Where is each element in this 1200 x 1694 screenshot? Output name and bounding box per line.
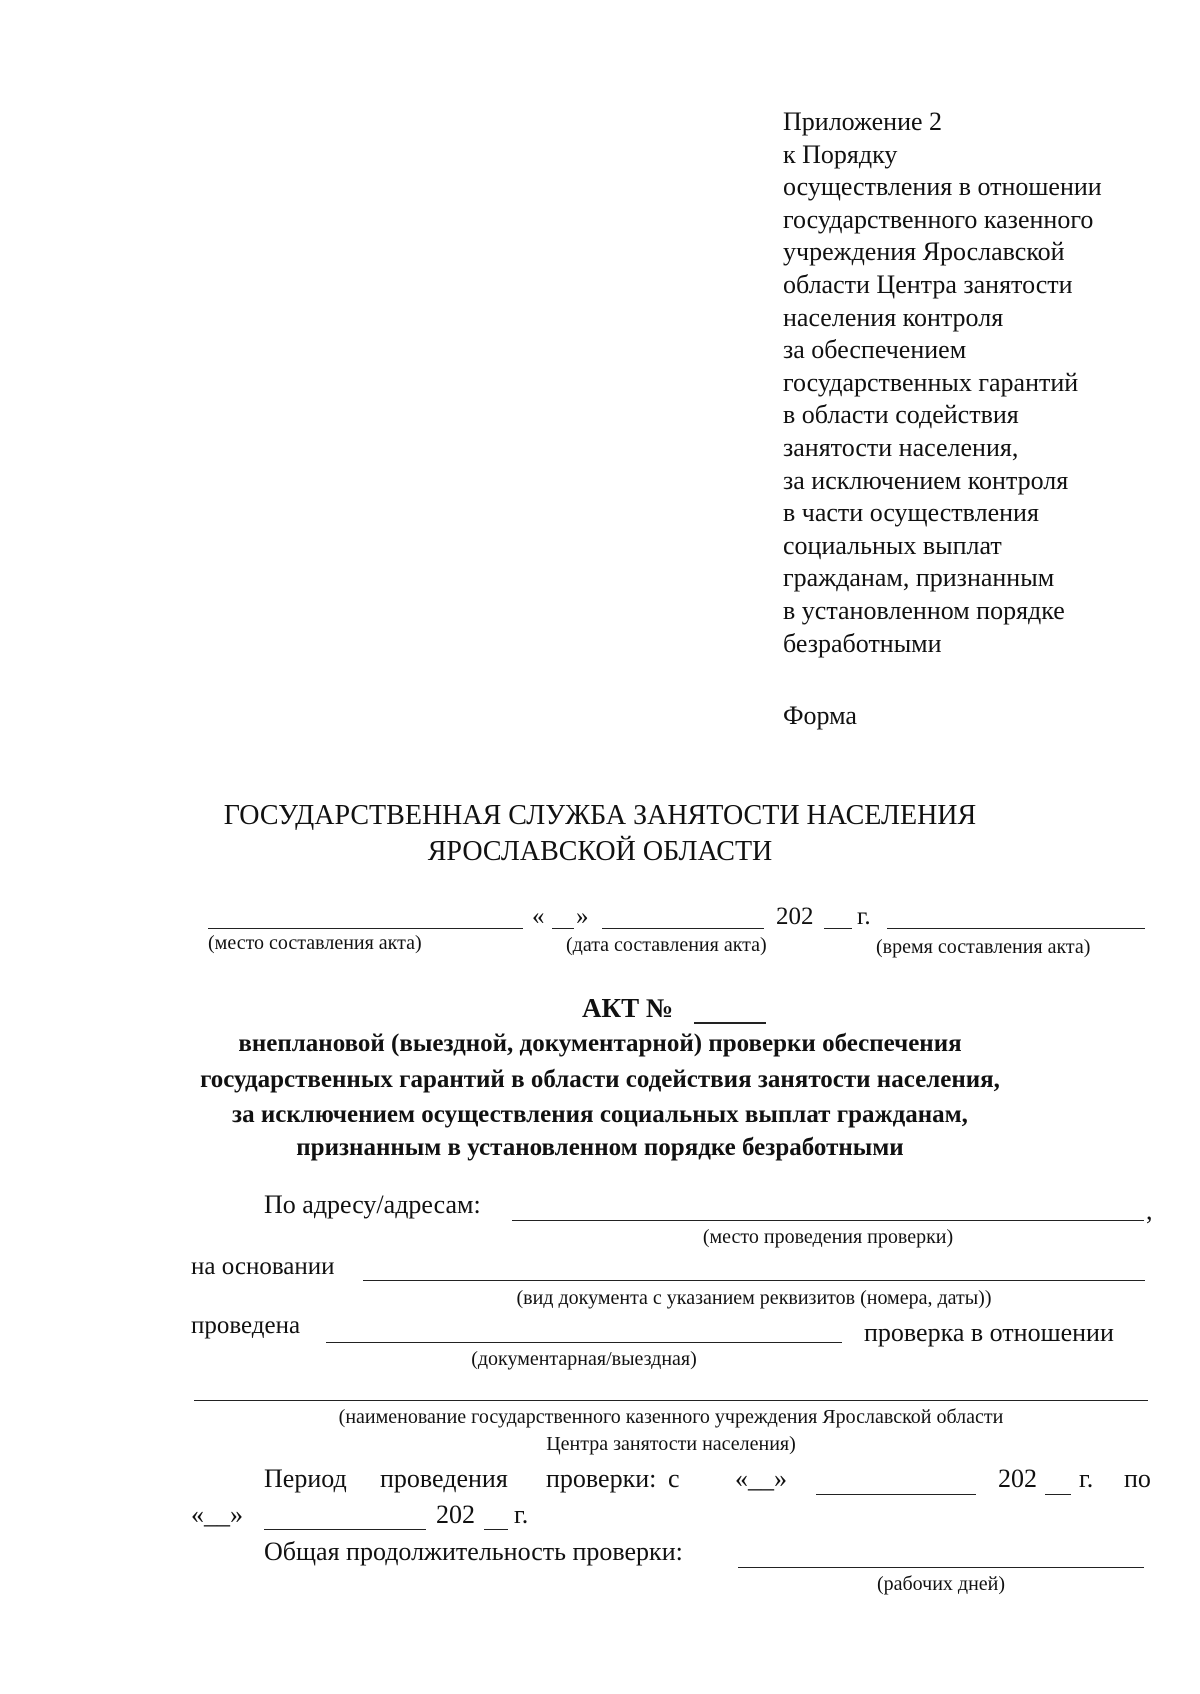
duration-caption: (рабочих дней) — [876, 1573, 1006, 1595]
basis-caption: (вид документа с указанием реквизитов (номера, даты)) — [516, 1287, 992, 1309]
period-word-2: проведения — [380, 1464, 508, 1493]
form-label: Форма — [783, 701, 857, 730]
act-number-line[interactable] — [694, 1022, 766, 1024]
date-quote-close: » — [576, 903, 589, 930]
appendix-line: за исключением контроля — [783, 465, 1069, 495]
period-start-year: 202 — [998, 1464, 1037, 1493]
appendix-line: за обеспечением — [783, 335, 967, 365]
appendix-line: государственного казенного — [783, 204, 1094, 234]
period-word-3: проверки: — [546, 1464, 657, 1493]
day-line[interactable] — [552, 928, 574, 929]
period-end-year: 202 — [436, 1500, 475, 1529]
address-comma: , — [1146, 1196, 1153, 1225]
agency-title-line1: ГОСУДАРСТВЕННАЯ СЛУЖБА ЗАНЯТОСТИ НАСЕЛЕНИЯ — [223, 800, 977, 831]
period-start-quote: «__» — [735, 1464, 787, 1493]
appendix-line: занятости населения, — [783, 432, 1019, 462]
year-suffix: г. — [857, 903, 871, 930]
month-line[interactable] — [602, 928, 764, 929]
period-end-month-line[interactable] — [264, 1529, 426, 1530]
conducted-type-line[interactable] — [326, 1342, 842, 1343]
act-subtitle-line4: признанным в установленном порядке безработными — [296, 1134, 904, 1161]
organization-caption-line1: (наименование государственного казенного учреждения Ярославской области — [338, 1406, 1004, 1428]
act-number-label: АКТ № — [582, 993, 673, 1023]
period-start-year-line[interactable] — [1045, 1494, 1071, 1495]
act-subtitle-line2: государственных гарантий в области содействия занятости населения, — [200, 1066, 1000, 1093]
basis-line[interactable] — [363, 1280, 1145, 1281]
agency-title-line2: ЯРОСЛАВСКОЙ ОБЛАСТИ — [427, 836, 773, 867]
address-caption: (место проведения проверки) — [702, 1226, 954, 1248]
address-line[interactable] — [512, 1220, 1144, 1221]
appendix-line: государственных гарантий — [783, 367, 1079, 397]
act-subtitle-line3: за исключением осуществления социальных выплат гражданам, — [232, 1101, 968, 1128]
appendix-line: социальных выплат — [783, 530, 1002, 560]
place-line[interactable] — [208, 928, 523, 929]
time-line[interactable] — [887, 928, 1145, 929]
period-start-g: г. — [1079, 1464, 1094, 1493]
address-label: По адресу/адресам: — [264, 1190, 481, 1219]
duration-line[interactable] — [738, 1567, 1144, 1568]
period-end-year-line[interactable] — [484, 1529, 508, 1530]
appendix-line: гражданам, признанным — [783, 563, 1055, 593]
appendix-line: осуществления в отношении — [783, 172, 1102, 202]
appendix-line: в области содействия — [783, 400, 1019, 430]
act-subtitle-line1: внеплановой (выездной, документарной) проверки обеспечения — [238, 1030, 962, 1057]
period-to: по — [1124, 1464, 1151, 1493]
conducted-label: проведена — [191, 1312, 301, 1339]
appendix-line: безработными — [783, 628, 942, 658]
period-end-g: г. — [514, 1500, 529, 1529]
place-caption: (место составления акта) — [208, 932, 422, 954]
period-word-1: Период — [264, 1464, 347, 1493]
conducted-suffix: проверка в отношении — [864, 1318, 1114, 1347]
period-word-4: с — [668, 1464, 680, 1493]
appendix-line: учреждения Ярославской — [783, 237, 1065, 267]
date-caption: (дата составления акта) — [566, 934, 767, 956]
year-line[interactable] — [824, 928, 852, 929]
appendix-line: в части осуществления — [783, 498, 1039, 528]
conducted-caption: (документарная/выездная) — [471, 1348, 697, 1370]
appendix-line: к Порядку — [783, 139, 898, 169]
year-prefix: 202 — [776, 903, 814, 930]
period-start-month-line[interactable] — [816, 1494, 976, 1495]
appendix-line: в установленном порядке — [783, 595, 1065, 625]
organization-caption-line2: Центра занятости населения) — [546, 1433, 796, 1455]
appendix-line: области Центра занятости — [783, 269, 1073, 299]
basis-label: на основании — [191, 1253, 335, 1280]
appendix-block — [783, 106, 1102, 660]
organization-line[interactable] — [194, 1400, 1148, 1401]
duration-label: Общая продолжительность проверки: — [264, 1537, 683, 1566]
period-end-quote: «__» — [191, 1500, 243, 1529]
time-caption: (время составления акта) — [876, 936, 1091, 958]
appendix-line: населения контроля — [783, 302, 1004, 332]
appendix-line: Приложение 2 — [783, 107, 943, 136]
date-quote-open: « — [532, 903, 545, 930]
